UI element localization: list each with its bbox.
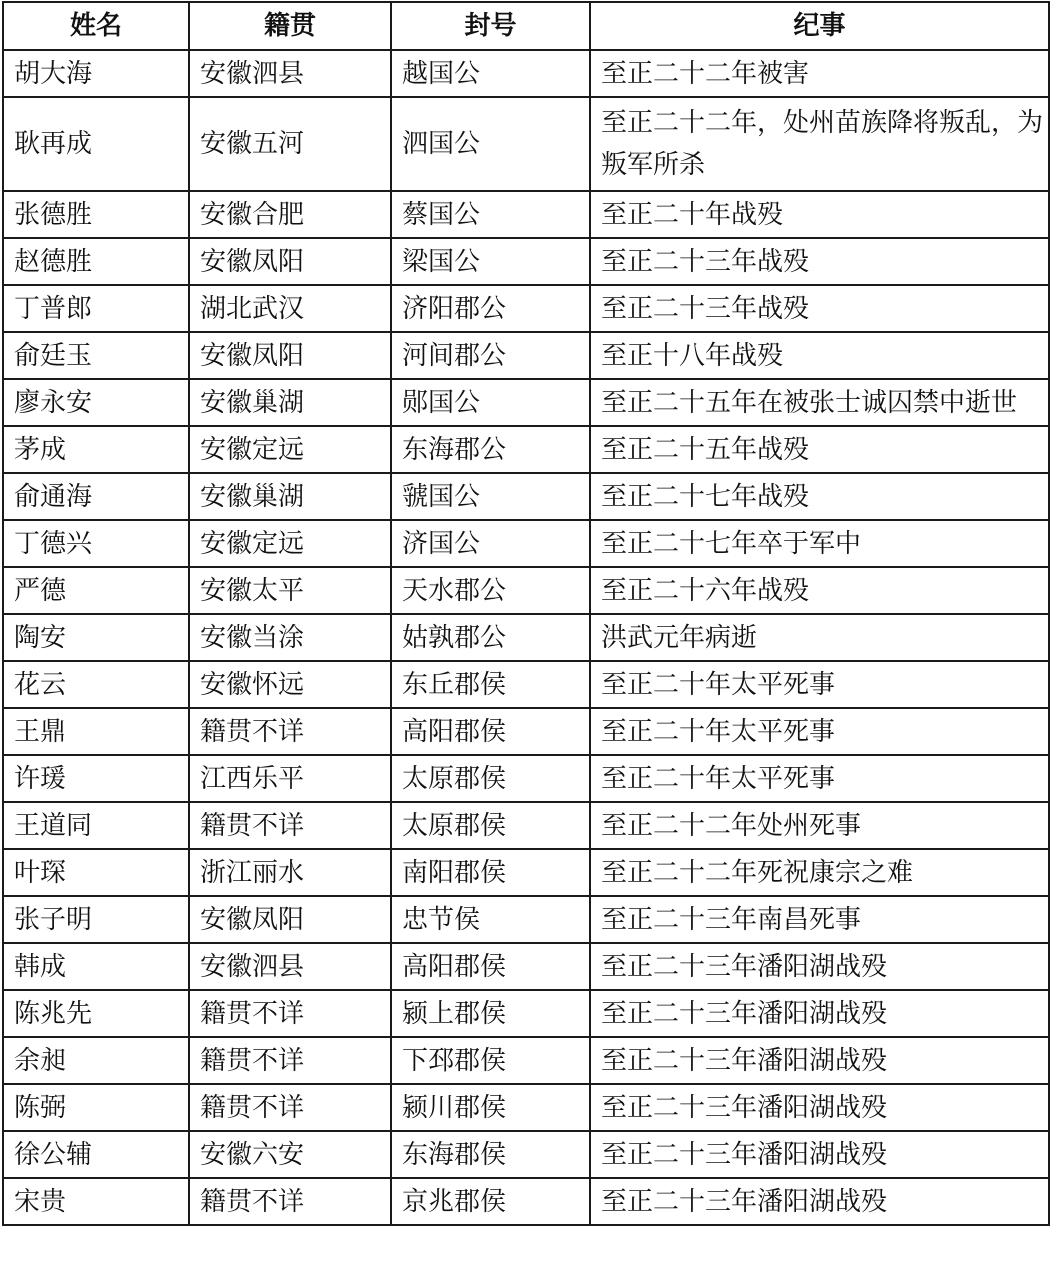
cell-event: 至正二十五年战殁 <box>590 426 1049 473</box>
cell-title: 高阳郡侯 <box>391 708 590 755</box>
cell-title: 蔡国公 <box>391 191 590 238</box>
cell-name: 余昶 <box>3 1037 189 1084</box>
cell-title: 越国公 <box>391 50 590 97</box>
cell-origin: 籍贯不详 <box>189 802 391 849</box>
cell-event: 至正二十三年潘阳湖战殁 <box>590 1037 1049 1084</box>
cell-event: 至正二十七年卒于军中 <box>590 520 1049 567</box>
table-body <box>3 50 1049 1225</box>
cell-origin: 安徽怀远 <box>189 661 391 708</box>
table-row <box>3 191 1049 238</box>
cell-origin: 安徽定远 <box>189 426 391 473</box>
cell-event: 至正二十三年潘阳湖战殁 <box>590 990 1049 1037</box>
cell-title: 虢国公 <box>391 473 590 520</box>
table-row <box>3 1131 1049 1178</box>
table-row <box>3 1037 1049 1084</box>
cell-title: 颍上郡侯 <box>391 990 590 1037</box>
table-row <box>3 285 1049 332</box>
cell-title: 太原郡侯 <box>391 802 590 849</box>
cell-name: 严德 <box>3 567 189 614</box>
cell-name: 叶琛 <box>3 849 189 896</box>
cell-event: 至正二十五年在被张士诚囚禁中逝世 <box>590 379 1049 426</box>
cell-origin: 安徽巢湖 <box>189 379 391 426</box>
table-row <box>3 990 1049 1037</box>
header-title: 封号 <box>391 2 590 50</box>
cell-origin: 安徽五河 <box>189 97 391 191</box>
cell-name: 张子明 <box>3 896 189 943</box>
cell-title: 下邳郡侯 <box>391 1037 590 1084</box>
cell-origin: 安徽泗县 <box>189 943 391 990</box>
table-row <box>3 50 1049 97</box>
cell-event: 至正二十二年处州死事 <box>590 802 1049 849</box>
cell-title: 东海郡公 <box>391 426 590 473</box>
cell-event: 至正十八年战殁 <box>590 332 1049 379</box>
header-origin: 籍贯 <box>189 2 391 50</box>
cell-name: 韩成 <box>3 943 189 990</box>
table-row <box>3 755 1049 802</box>
cell-origin: 安徽定远 <box>189 520 391 567</box>
cell-event: 至正二十年太平死事 <box>590 755 1049 802</box>
cell-title: 太原郡侯 <box>391 755 590 802</box>
cell-event: 至正二十二年被害 <box>590 50 1049 97</box>
cell-name: 王道同 <box>3 802 189 849</box>
cell-origin: 籍贯不详 <box>189 1178 391 1225</box>
table-row <box>3 332 1049 379</box>
table-row <box>3 661 1049 708</box>
table-row <box>3 520 1049 567</box>
cell-event: 至正二十六年战殁 <box>590 567 1049 614</box>
header-event: 纪事 <box>590 2 1049 50</box>
table-row <box>3 473 1049 520</box>
table-row <box>3 943 1049 990</box>
table-row <box>3 614 1049 661</box>
cell-title: 梁国公 <box>391 238 590 285</box>
cell-event: 至正二十年太平死事 <box>590 661 1049 708</box>
cell-title: 忠节侯 <box>391 896 590 943</box>
cell-title: 郧国公 <box>391 379 590 426</box>
cell-title: 京兆郡侯 <box>391 1178 590 1225</box>
cell-title: 南阳郡侯 <box>391 849 590 896</box>
cell-title: 东海郡侯 <box>391 1131 590 1178</box>
cell-event: 洪武元年病逝 <box>590 614 1049 661</box>
cell-name: 廖永安 <box>3 379 189 426</box>
cell-title: 济国公 <box>391 520 590 567</box>
cell-origin: 籍贯不详 <box>189 990 391 1037</box>
cell-event: 至正二十三年南昌死事 <box>590 896 1049 943</box>
cell-origin: 安徽合肥 <box>189 191 391 238</box>
cell-event: 至正二十三年战殁 <box>590 238 1049 285</box>
cell-title: 泗国公 <box>391 97 590 191</box>
cell-origin: 安徽六安 <box>189 1131 391 1178</box>
cell-name: 陈弼 <box>3 1084 189 1131</box>
cell-name: 茅成 <box>3 426 189 473</box>
table-row <box>3 849 1049 896</box>
cell-origin: 籍贯不详 <box>189 1084 391 1131</box>
cell-title: 河间郡公 <box>391 332 590 379</box>
cell-title: 东丘郡侯 <box>391 661 590 708</box>
cell-origin: 安徽巢湖 <box>189 473 391 520</box>
table-row <box>3 708 1049 755</box>
table-row <box>3 802 1049 849</box>
personnel-table <box>2 1 1050 1226</box>
cell-event: 至正二十年太平死事 <box>590 708 1049 755</box>
cell-name: 丁普郎 <box>3 285 189 332</box>
cell-origin: 籍贯不详 <box>189 1037 391 1084</box>
table-row <box>3 1178 1049 1225</box>
cell-name: 赵德胜 <box>3 238 189 285</box>
cell-origin: 安徽凤阳 <box>189 896 391 943</box>
cell-event: 至正二十三年潘阳湖战殁 <box>590 943 1049 990</box>
table-row <box>3 379 1049 426</box>
cell-origin: 浙江丽水 <box>189 849 391 896</box>
cell-event: 至正二十七年战殁 <box>590 473 1049 520</box>
cell-name: 徐公辅 <box>3 1131 189 1178</box>
cell-title: 济阳郡公 <box>391 285 590 332</box>
cell-event: 至正二十三年潘阳湖战殁 <box>590 1178 1049 1225</box>
cell-title: 颍川郡侯 <box>391 1084 590 1131</box>
cell-name: 俞通海 <box>3 473 189 520</box>
header-row <box>3 2 1049 50</box>
table-row <box>3 567 1049 614</box>
cell-name: 陈兆先 <box>3 990 189 1037</box>
cell-origin: 江西乐平 <box>189 755 391 802</box>
cell-origin: 安徽当涂 <box>189 614 391 661</box>
cell-name: 王鼎 <box>3 708 189 755</box>
table-row <box>3 896 1049 943</box>
cell-origin: 安徽凤阳 <box>189 238 391 285</box>
cell-name: 花云 <box>3 661 189 708</box>
cell-event: 至正二十三年潘阳湖战殁 <box>590 1131 1049 1178</box>
cell-event: 至正二十年战殁 <box>590 191 1049 238</box>
cell-origin: 籍贯不详 <box>189 708 391 755</box>
table-row <box>3 426 1049 473</box>
cell-name: 耿再成 <box>3 97 189 191</box>
table-row <box>3 1084 1049 1131</box>
cell-event: 至正二十二年死祝康宗之难 <box>590 849 1049 896</box>
cell-name: 俞廷玉 <box>3 332 189 379</box>
cell-origin: 安徽泗县 <box>189 50 391 97</box>
cell-event: 至正二十三年潘阳湖战殁 <box>590 1084 1049 1131</box>
cell-title: 高阳郡侯 <box>391 943 590 990</box>
cell-origin: 安徽凤阳 <box>189 332 391 379</box>
table-row <box>3 238 1049 285</box>
cell-event: 至正二十二年，处州苗族降将叛乱，为叛军所杀 <box>590 97 1049 191</box>
cell-name: 张德胜 <box>3 191 189 238</box>
header-name: 姓名 <box>3 2 189 50</box>
table-row <box>3 97 1049 191</box>
cell-name: 丁德兴 <box>3 520 189 567</box>
cell-name: 胡大海 <box>3 50 189 97</box>
cell-event: 至正二十三年战殁 <box>590 285 1049 332</box>
cell-name: 许瑗 <box>3 755 189 802</box>
cell-name: 宋贵 <box>3 1178 189 1225</box>
cell-title: 姑孰郡公 <box>391 614 590 661</box>
cell-origin: 湖北武汉 <box>189 285 391 332</box>
cell-title: 天水郡公 <box>391 567 590 614</box>
cell-name: 陶安 <box>3 614 189 661</box>
cell-origin: 安徽太平 <box>189 567 391 614</box>
